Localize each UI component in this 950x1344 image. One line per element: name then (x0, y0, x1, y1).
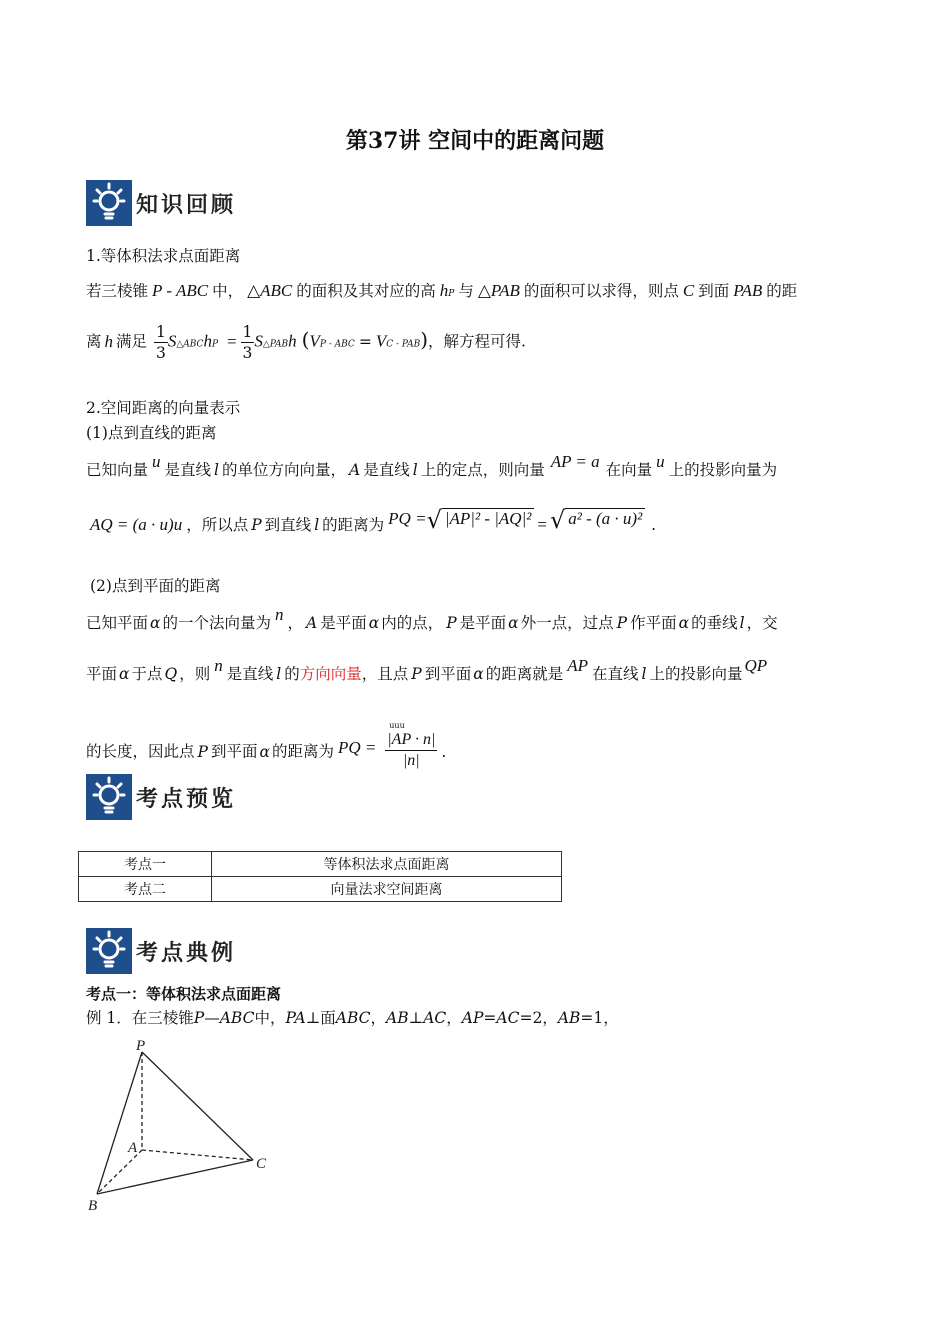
edge-PC (142, 1052, 253, 1160)
part1-line1: 若三棱锥 P - ABC 中， △ABC 的面积及其对应的高 hP 与 △PAB 的面积可以求得，则点 C 到面 PAB 的距 (86, 281, 798, 300)
highlighted-term: 方向向量 (299, 665, 362, 683)
table-cell-topic: 向量法求空间距离 (212, 877, 562, 902)
part2-line1: 已知向量 u 是直线 l 的单位方向向量， A 是直线 l 上的定点，则向量 AP = a 在向量 u 上的投影向量为 (86, 452, 778, 479)
topics-table (78, 851, 562, 902)
edge-AC-hidden (142, 1150, 253, 1160)
section-title-review: 知识回顾 (136, 193, 237, 218)
table-row (79, 852, 562, 877)
vertex-label-P: P (136, 1038, 146, 1054)
pyramid-figure (80, 1036, 290, 1221)
section-title-preview: 考点预览 (136, 787, 237, 812)
distance-fraction: uuu |AP · n| |n| (387, 721, 436, 769)
part2-sub1: (1)点到直线的距离 (86, 424, 217, 442)
page-title: 第37讲 空间中的距离问题 (345, 128, 605, 154)
part2-sub2: (2)点到平面的距离 (90, 577, 221, 595)
vertex-label-C: C (256, 1156, 267, 1172)
part2-para-line2: 平面 α 于点 Q ，则 n 是直线 l 的方向向量，且点 P 到平面 α 的距离就是 AP 在直线 l 上的投影向量 QP (86, 656, 768, 683)
table-row (79, 877, 562, 902)
example-1-statement: 例 1．在三棱锥P—ABC中，PA⊥面ABC，AB⊥AC，AP=AC=2，AB=1， (86, 1009, 619, 1027)
section-header-preview (86, 774, 256, 820)
part2-line2: AQ = (a · u)u ，所以点 P 到直线 l 的距离为 PQ =√ |AP|² - |AQ|² = √ a² - (a · u)² . (90, 506, 657, 534)
table-cell-label: 考点一 (79, 852, 212, 877)
example-heading: 考点一：等体积法求点面距离 (86, 985, 282, 1003)
part1-heading: 1.等体积法求点面距离 (86, 247, 241, 265)
part2-para-line1: 已知平面 α 的一个法向量为 n ， A 是平面 α 内的点， P 是平面 α 外一点，过点 P 作平面 α 的垂线 l ，交 (86, 605, 778, 632)
section-header-examples (86, 928, 256, 974)
part2-para-line3: 的长度，因此点 P 到平面 α 的距离为 PQ = uuu |AP · n| |n| . (86, 721, 447, 769)
part2-heading: 2.空间距离的向量表示 (86, 399, 241, 417)
lightbulb-icon (86, 774, 132, 820)
lightbulb-icon (86, 180, 132, 226)
vertex-label-B: B (88, 1198, 98, 1214)
section-header-review (86, 180, 256, 226)
table-cell-topic: 等体积法求点面距离 (212, 852, 562, 877)
lightbulb-icon (86, 928, 132, 974)
section-title-examples: 考点典例 (136, 941, 237, 966)
vertex-label-A: A (128, 1140, 138, 1156)
fraction-one-third: $\frac{1}{3}$ (155, 323, 166, 362)
edge-BC (97, 1160, 253, 1194)
table-cell-label: 考点二 (79, 877, 212, 902)
part1-line2: 离 h 满足 $\frac{1}{3}$ S△ABChP = $\frac{1}{3}$ S△PABh (VP - ABC = VC - PAB)，解方程可得. (86, 323, 526, 362)
